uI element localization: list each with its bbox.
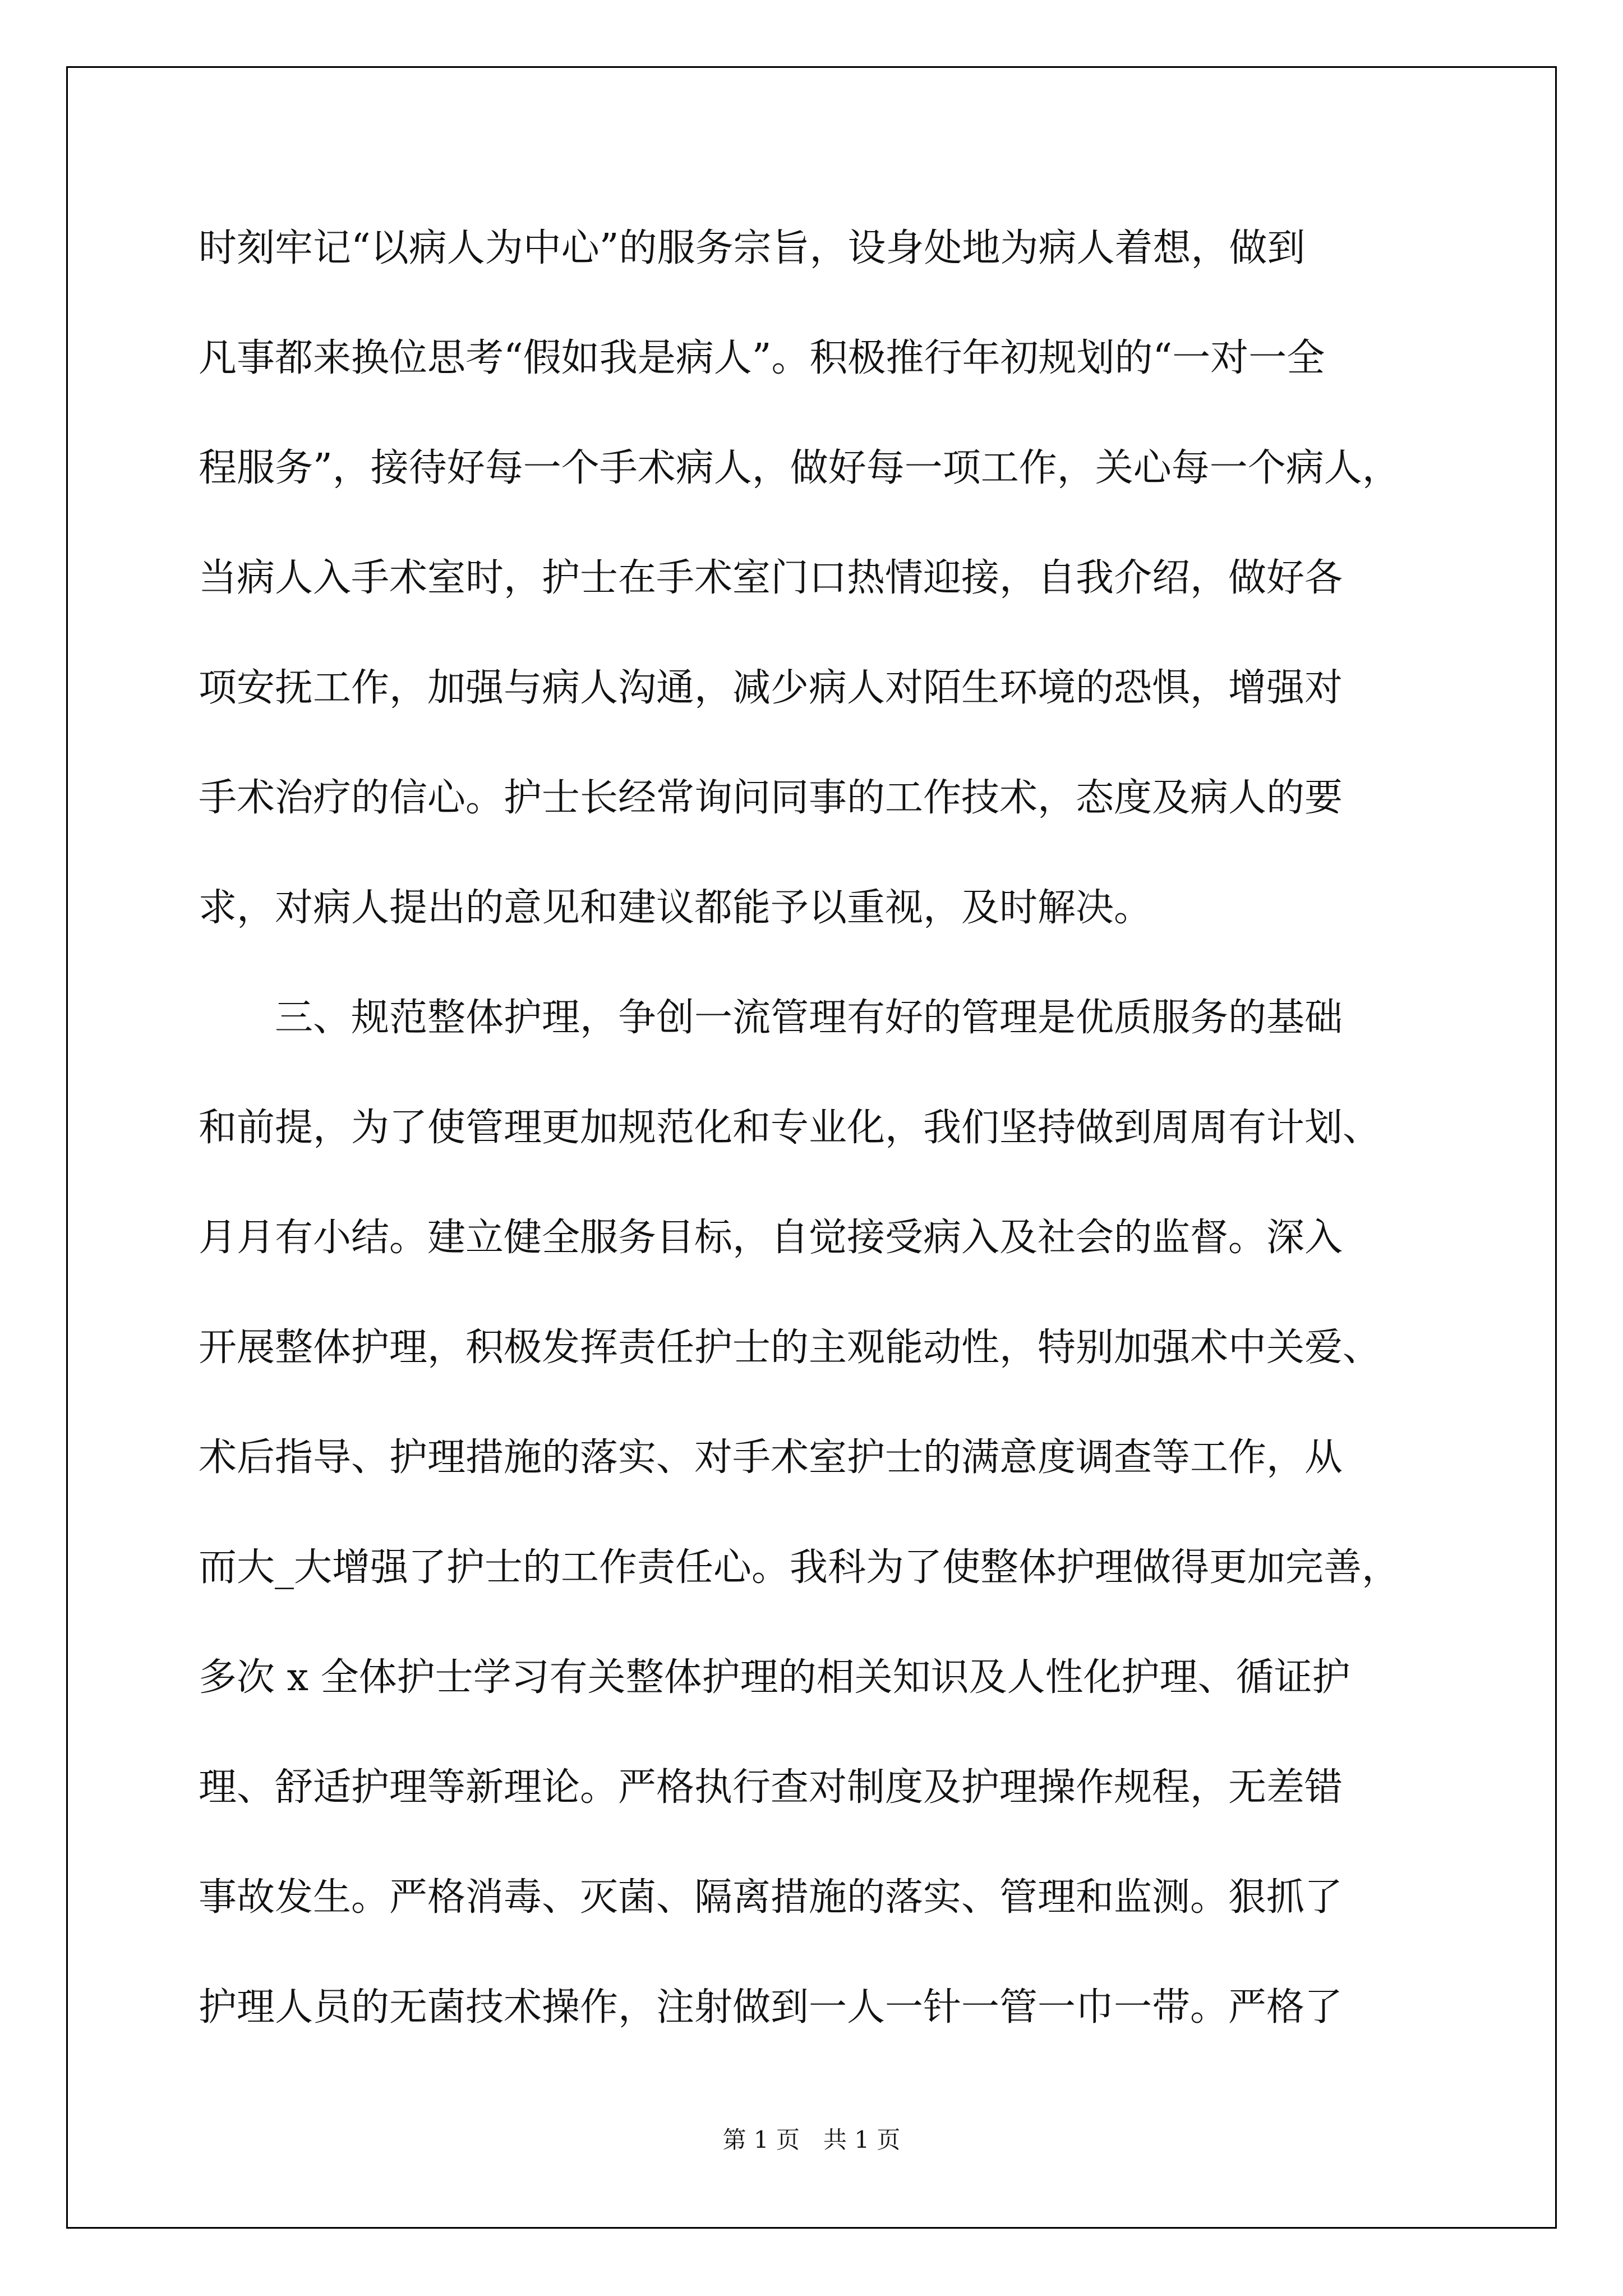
body-text-line: 多次 x 全体护士学习有关整体护理的相关知识及人性化护理、循证护 — [199, 1655, 1350, 1700]
body-text-line: 凡事都来换位思考“假如我是病人”。积极推行年初规划的“一对一全 — [199, 336, 1325, 380]
body-text-line: 和前提，为了使管理更加规范化和专业化，我们坚持做到周周有计划、 — [199, 1106, 1381, 1150]
body-text-line: 时刻牢记“以病人为中心”的服务宗旨，设身处地为病人着想，做到 — [199, 226, 1306, 270]
body-text-line: 月月有小结。建立健全服务目标，自觉接受病入及社会的监督。深入 — [199, 1216, 1343, 1260]
body-text-line: 手术治疗的信心。护士长经常询问同事的工作技术，态度及病人的要 — [199, 776, 1343, 820]
body-text-line: 而大_大增强了护士的工作责任心。我科为了使整体护理做得更加完善， — [199, 1545, 1400, 1590]
body-text-line: 当病人入手术室时，护士在手术室门口热情迎接，自我介绍，做好各 — [199, 556, 1343, 600]
body-text-line: 项安抚工作，加强与病人沟通，减少病人对陌生环境的恐惧，增强对 — [199, 666, 1343, 710]
body-text-line: 开展整体护理，积极发挥责任护士的主观能动性，特别加强术中关爱、 — [199, 1326, 1381, 1370]
body-text-line: 程服务”，接待好每一个手术病人，做好每一项工作，关心每一个病人， — [199, 446, 1400, 490]
body-text-line: 术后指导、护理措施的落实、对手术室护士的满意度调查等工作，从 — [199, 1435, 1343, 1480]
body-text-line: 事故发生。严格消毒、灭菌、隔离措施的落实、管理和监测。狠抓了 — [199, 1875, 1343, 1920]
body-text-line: 理、舒适护理等新理论。严格执行查对制度及护理操作规程，无差错 — [199, 1765, 1343, 1810]
body-text-line: 求，对病人提出的意见和建议都能予以重视，及时解决。 — [199, 886, 1152, 930]
body-text-line: 护理人员的无菌技术操作，注射做到一人一针一管一巾一带。严格了 — [199, 1985, 1343, 2030]
body-text-line: 三、规范整体护理，争创一流管理有好的管理是优质服务的基础 — [199, 996, 1343, 1040]
page-footer: 第 1 页 共 1 页 — [722, 2126, 901, 2154]
